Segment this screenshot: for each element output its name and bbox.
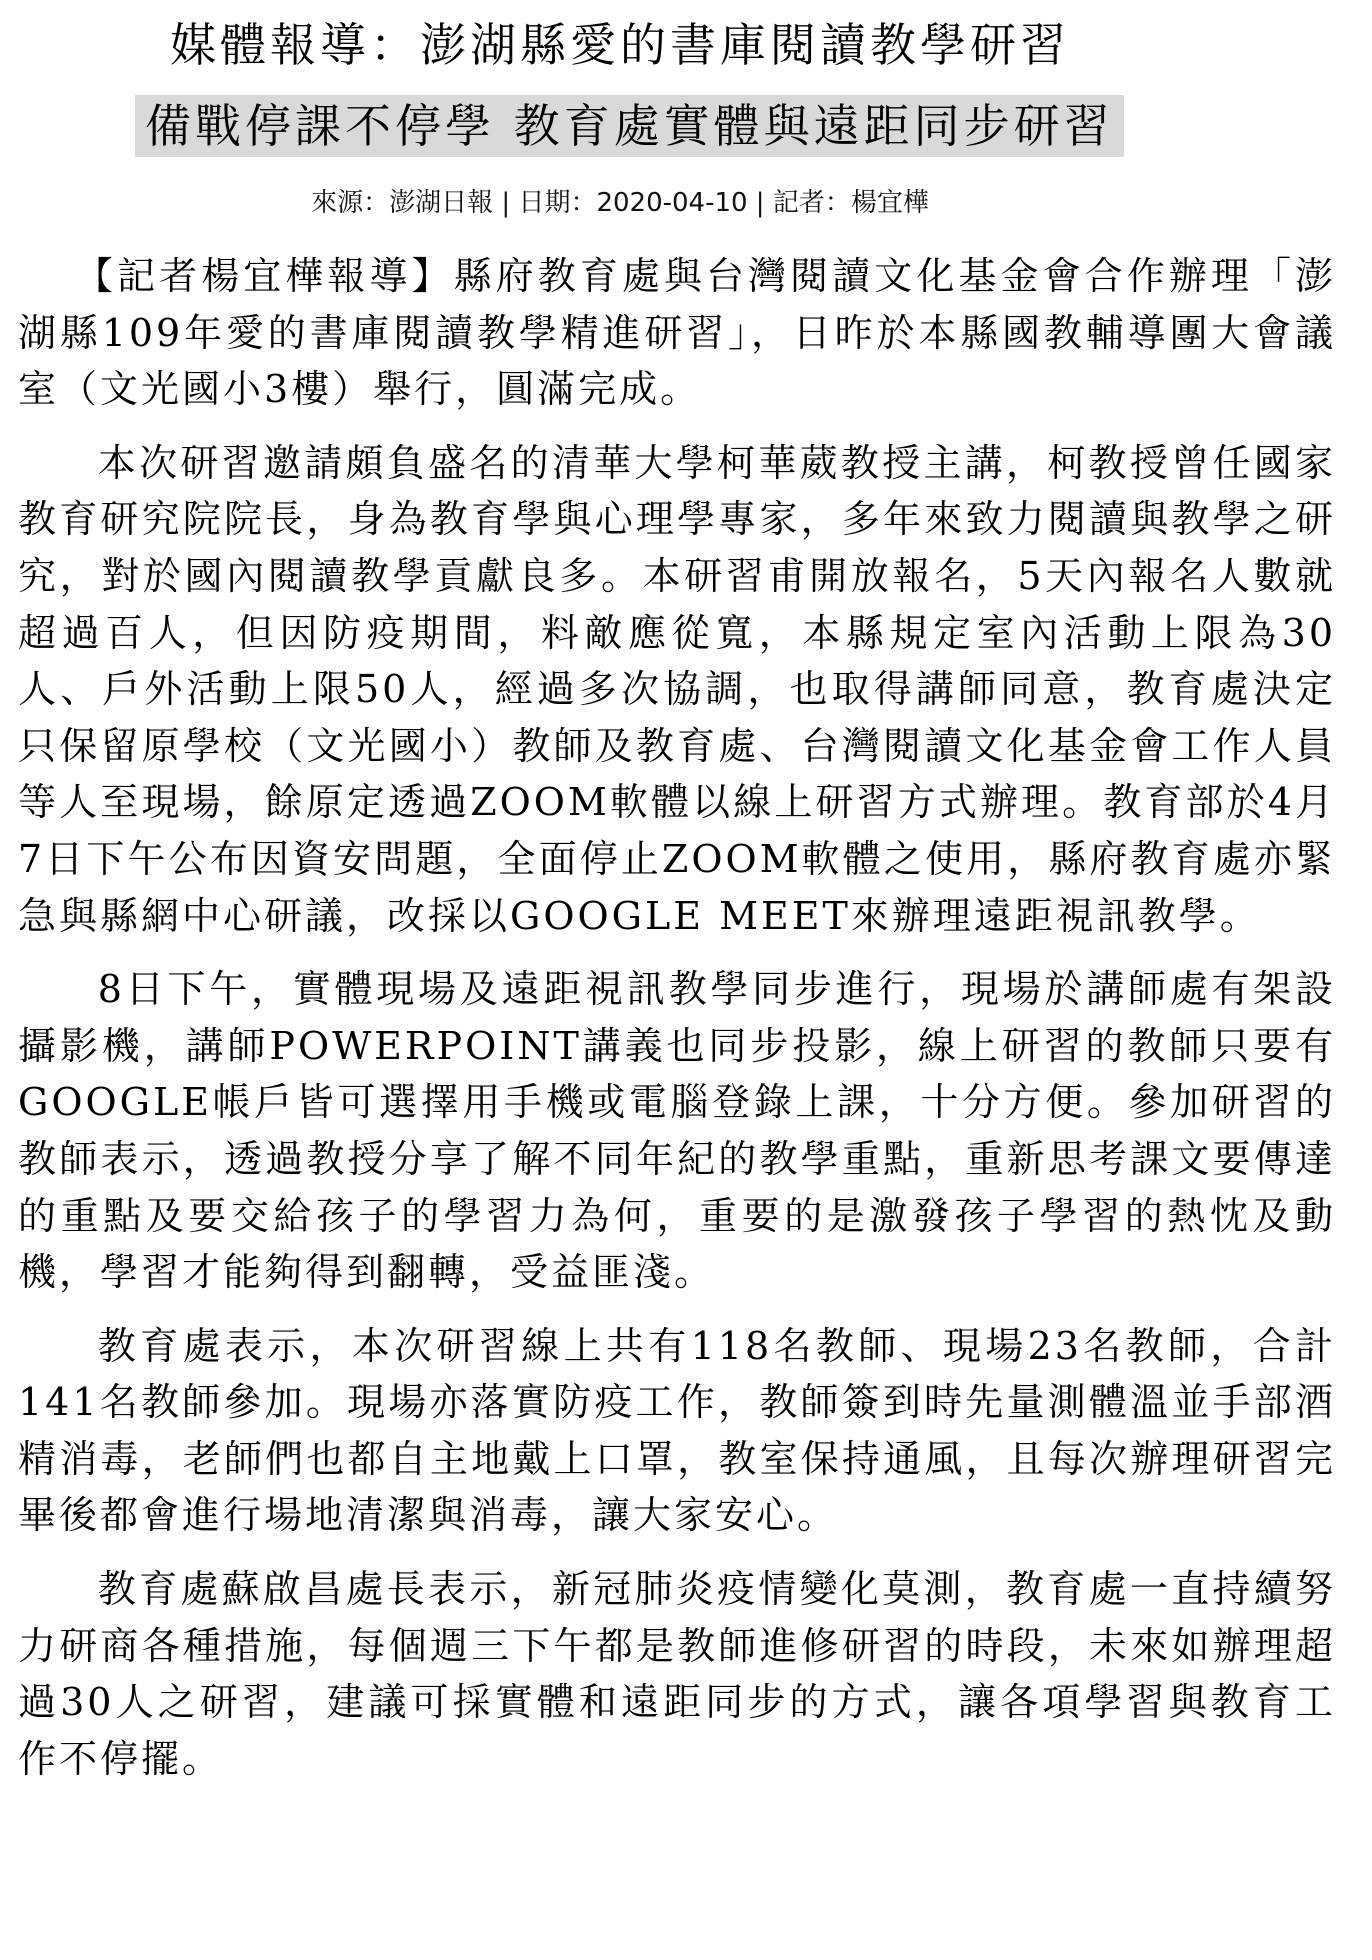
- paragraph-5: 教育處蘇啟昌處長表示，新冠肺炎疫情變化莫測，教育處一直持續努力研商各種措施，每個週三下午都是教師進修研習的時段，未來如辦理超過30人之研習，建議可採實體和遠距同步的方式，讓各項學習與教育工作不停擺。: [18, 1567, 1336, 1781]
- paragraph-3: 8日下午，實體現場及遠距視訊教學同步進行，現場於講師處有架設攝影機，講師POWERPOINT講義也同步投影，線上研習的教師只要有GOOGLE帳戶皆可選擇用手機或電腦登錄上課，十分方便。參加研習的教師表示，透過教授分享了解不同年紀的教學重點，重新思考課文要傳達的重點及要交給孩子的學習力為何，重要的是激發孩子學習的熱忱及動機，學習才能夠得到翻轉，受益匪淺。: [18, 967, 1336, 1295]
- paragraph-4: 教育處表示，本次研習線上共有118名教師、現場23名教師，合計141名教師參加。現場亦落實防疫工作，教師簽到時先量測體溫並手部酒精消毒，老師們也都自主地戴上口罩，教室保持通風，且每次辦理研習完畢後都會進行場地清潔與消毒，讓大家安心。: [18, 1323, 1336, 1538]
- paragraph-2: 本次研習邀請頗負盛名的清華大學柯華葳教授主講，柯教授曾任國家教育研究院院長，身為教育學與心理學專家，多年來致力閱讀與教學之研究，對於國內閱讀教學貢獻良多。本研習甫開放報名，5天內報名人數就超過百人，但因防疫期間，料敵應從寬，本縣規定室內活動上限為30人、戶外活動上限50人，經過多次協調，也取得講師同意，教育處決定只保留原學校（文光國小）教師及教育處、台灣閱讀文化基金會工作人員等人至現場，餘原定透過ZOOM軟體以線上研習方式辦理。教育部於4月7日下午公布因資安問題，全面停止ZOOM軟體之使用，縣府教育處亦緊急與縣網中心研議，改採以GOOGLE MEET來辦理遠距視訊教學。: [18, 440, 1336, 938]
- article-body: [18, 248, 1336, 1804]
- byline: 來源：澎湖日報 | 日期：2020-04-10 | 記者：楊宜樺: [311, 188, 929, 218]
- headline: 備戰停課不停學 教育處實體與遠距同步研習: [145, 99, 1114, 153]
- section-heading: 媒體報導：澎湖縣愛的書庫閱讀教學研習: [170, 18, 1070, 72]
- paragraph-1: 【記者楊宜樺報導】縣府教育處與台灣閱讀文化基金會合作辦理「澎湖縣109年愛的書庫閱讀教學精進研習」，日昨於本縣國教輔導團大會議室（文光國小3樓）舉行，圓滿完成。: [18, 254, 1336, 412]
- headline-highlight: [135, 95, 1124, 157]
